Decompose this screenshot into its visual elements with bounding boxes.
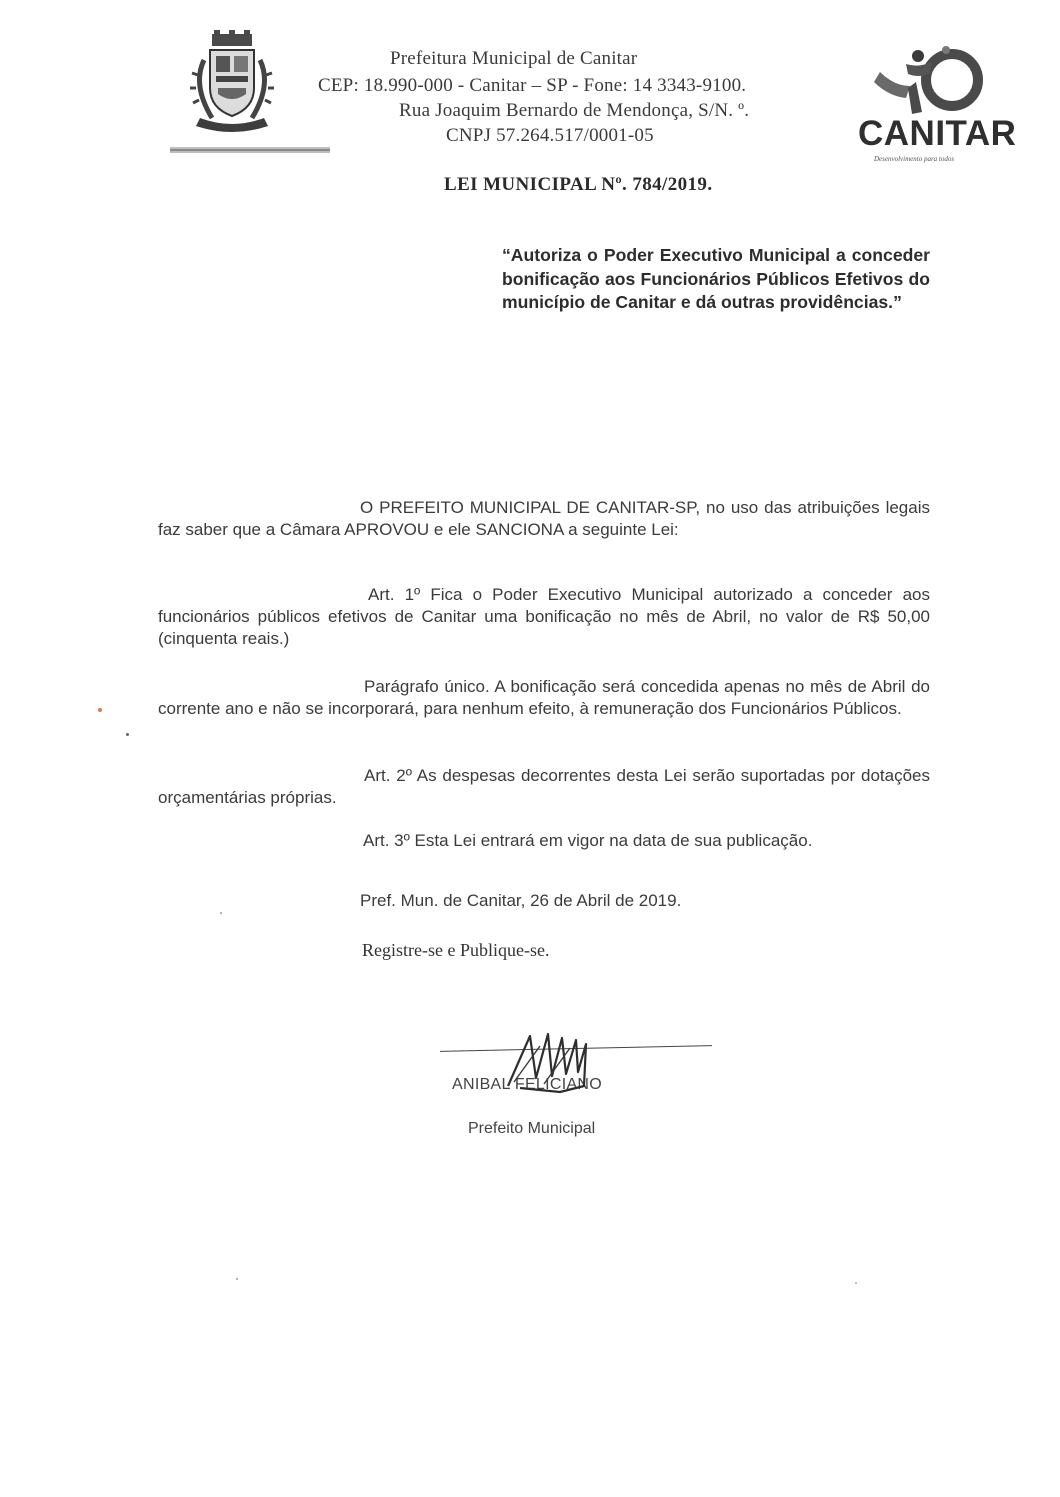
header-address-line: Rua Joaquim Bernardo de Mendonça, S/N. º. [399, 100, 750, 121]
handwritten-signature [500, 1026, 610, 1106]
municipal-coat-of-arms [182, 30, 282, 140]
date-line: Pref. Mun. de Canitar, 26 de Abril de 2019. [360, 891, 682, 910]
logo-tagline: Desenvolvimento para todos [874, 155, 955, 163]
header-institution-name: Prefeitura Municipal de Canitar [390, 48, 638, 69]
header-cnpj-line: CNPJ 57.264.517/0001-05 [446, 125, 654, 146]
article-2: Art. 2º As despesas decorrentes desta Lei serão suportadas por dotações orçamentárias próprias. [158, 766, 930, 807]
scan-speck [98, 708, 102, 712]
signer-role: Prefeito Municipal [468, 1120, 596, 1137]
scan-speck [220, 912, 222, 914]
closing-formula: Registre-se e Publique-se. [362, 940, 550, 960]
scan-speck [126, 733, 129, 736]
header-dotted-stripe [170, 144, 330, 156]
logo-wordmark: CANITAR [858, 114, 1017, 153]
article-1-sole-paragraph: Parágrafo único. A bonificação será concedida apenas no mês de Abril do corrente ano e não se incorporará, para nenhum efeito, à remuneração dos Funcionários Públicos. [158, 677, 930, 718]
article-3: Art. 3º Esta Lei entrará em vigor na data de sua publicação. [363, 831, 813, 850]
canitar-logo-mark [860, 42, 1000, 122]
scan-speck [855, 1282, 857, 1284]
law-title: LEI MUNICIPAL Nº. 784/2019. [444, 174, 713, 195]
article-1: Art. 1º Fica o Poder Executivo Municipal autorizado a conceder aos funcionários públicos efetivos de Canitar uma bonificação no mês de Abril, no valor de R$ 50,00 (cinquenta reais.) [158, 585, 930, 648]
preamble-paragraph: O PREFEITO MUNICIPAL DE CANITAR-SP, no uso das atribuições legais faz saber que a Câmara APROVOU e ele SANCIONA a seguinte Lei: [158, 498, 930, 539]
signer-name: ANIBAL FELICIANO [452, 1076, 603, 1093]
law-ementa: “Autoriza o Poder Executivo Municipal a conceder bonificação aos Funcionários Públicos Efetivos do município de Canitar e dá outras providências.” [502, 245, 930, 313]
header-contact-line: CEP: 18.990-000 - Canitar – SP - Fone: 14 3343-9100. [318, 75, 747, 96]
scan-speck [236, 1278, 238, 1280]
